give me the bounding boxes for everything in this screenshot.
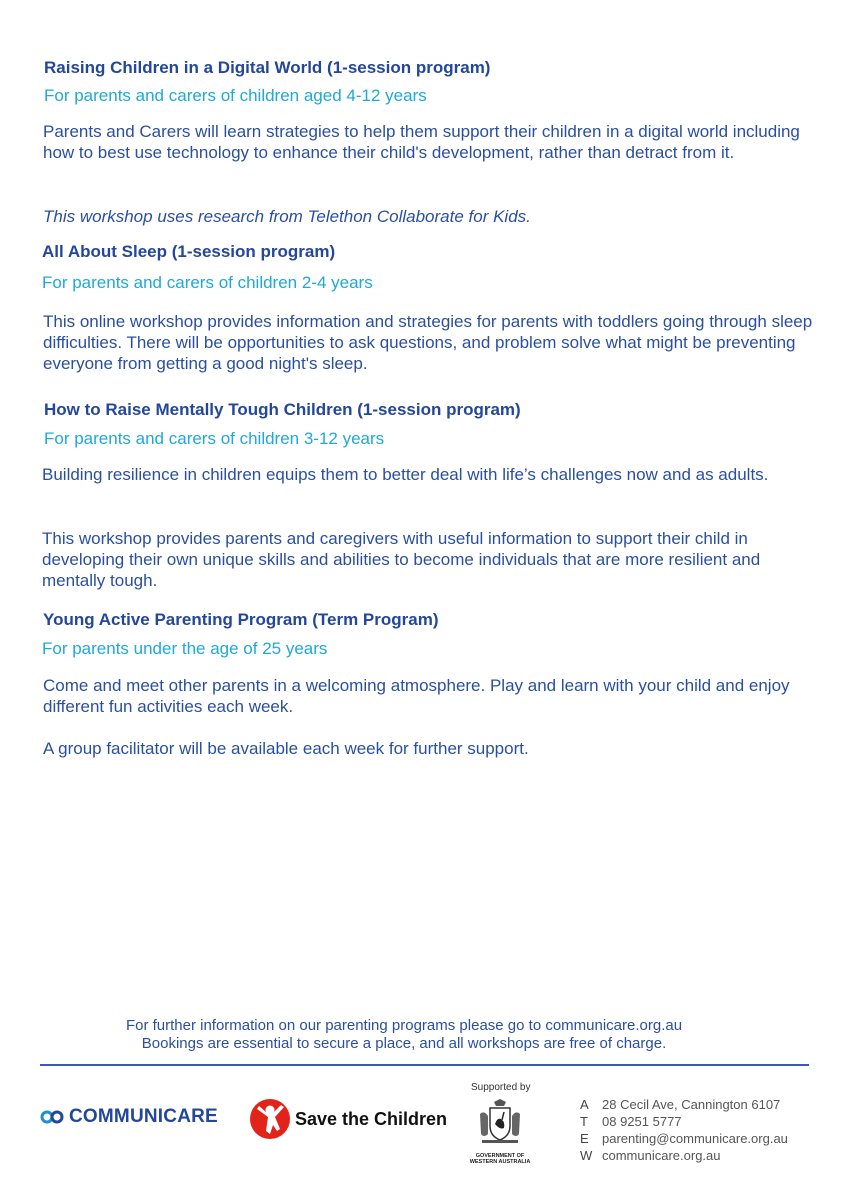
contact-website-key: W — [580, 1148, 593, 1163]
section-body-young-active-1: Come and meet other parents in a welcoming atmosphere. Play and learn with your child and enjoy different fun activities each week. — [43, 676, 790, 716]
contact-email-value[interactable]: parenting@communicare.org.au — [602, 1131, 788, 1146]
contact-address — [580, 1097, 780, 1112]
contact-phone-value[interactable]: 08 9251 5777 — [602, 1114, 682, 1129]
communicare-wordmark: COMMUNICARE — [69, 1106, 218, 1127]
section-body-digital-world: Parents and Carers will learn strategies to help them support their children in a digital world including how to best use technology to enhance their child's development, rather than detract from it. — [43, 122, 800, 162]
contact-phone — [580, 1114, 682, 1129]
contact-email — [580, 1131, 788, 1146]
wa-coat-of-arms-icon — [476, 1098, 524, 1148]
contact-website — [580, 1148, 721, 1163]
section-audience-digital-world: For parents and carers of children aged 4-12 years — [44, 86, 427, 105]
communicare-logo — [40, 1106, 218, 1128]
government-label-line2: WESTERN AUSTRALIA — [469, 1159, 531, 1165]
contact-address-value[interactable]: 28 Cecil Ave, Cannington 6107 — [602, 1097, 781, 1112]
section-body-mentally-tough-1: Building resilience in children equips them to better deal with life’s challenges now and as adults. — [42, 465, 769, 484]
communicare-link-icon — [40, 1110, 66, 1124]
section-note-digital-world: This workshop uses research from Telethon Collaborate for Kids. — [43, 207, 531, 226]
section-body-mentally-tough-2: This workshop provides parents and caregivers with useful information to support their child in developing their own unique skills and abilities to become individuals that are more resilient and mentally tough. — [42, 529, 761, 590]
contact-address-key: A — [580, 1097, 589, 1112]
contact-email-key: E — [580, 1131, 589, 1146]
contact-website-value[interactable]: communicare.org.au — [602, 1148, 721, 1163]
section-title-sleep: All About Sleep (1-session program) — [42, 242, 336, 261]
footer-info-line: For further information on our parenting programs please go to communicare.org.au — [125, 1017, 683, 1034]
contact-phone-key: T — [580, 1114, 588, 1129]
section-body-sleep: This online workshop provides information and strategies for parents with toddlers going through sleep difficulties. There will be opportunities to ask questions, and problem solve what might be preventing everyone from getting a good night's sleep. — [43, 312, 813, 373]
save-the-children-figure-icon — [249, 1098, 291, 1140]
footer-divider — [40, 1064, 809, 1066]
footer-booking-line: Bookings are essential to secure a place, and all workshops are free of charge. — [141, 1035, 667, 1052]
section-audience-young-active: For parents under the age of 25 years — [42, 639, 328, 658]
supported-by-label: Supported by — [471, 1082, 531, 1093]
section-title-mentally-tough: How to Raise Mentally Tough Children (1-session program) — [44, 400, 521, 419]
section-audience-sleep: For parents and carers of children 2-4 years — [42, 273, 373, 292]
government-label-line1: GOVERNMENT OF — [475, 1153, 525, 1159]
section-audience-mentally-tough: For parents and carers of children 3-12 years — [44, 429, 385, 448]
save-the-children-wordmark: Save the Children — [295, 1108, 448, 1129]
section-title-digital-world: Raising Children in a Digital World (1-session program) — [44, 58, 491, 77]
government-wa-logo — [467, 1098, 533, 1165]
save-the-children-logo — [249, 1098, 447, 1140]
section-title-young-active: Young Active Parenting Program (Term Program) — [43, 610, 439, 629]
section-body-young-active-2: A group facilitator will be available each week for further support. — [43, 739, 529, 758]
